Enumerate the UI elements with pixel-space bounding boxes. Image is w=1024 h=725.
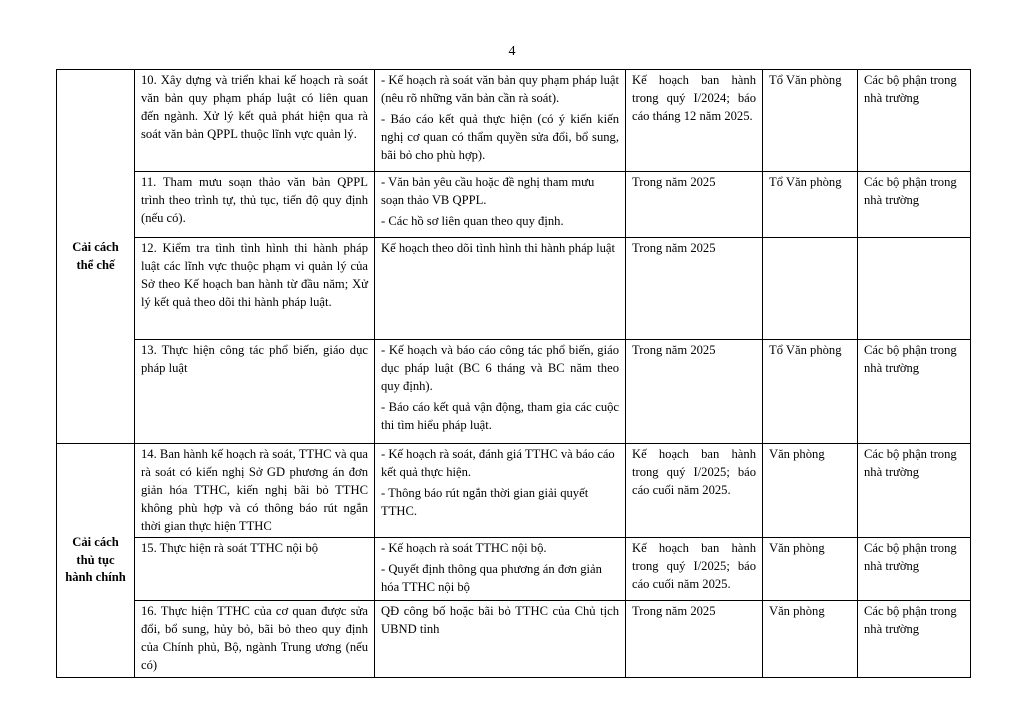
product-cell (375, 601, 626, 678)
task-cell: 10. Xây dựng và triển khai kế hoạch rà soát văn bản quy phạm pháp luật có liên quan đến ngành. Xử lý kết quả phát hiện qua rà soát văn bản QPPL thuộc lĩnh vực quản lý. (135, 70, 375, 172)
lead-unit-cell: Văn phòng (763, 538, 858, 601)
time-cell: Trong năm 2025 (626, 340, 763, 444)
group-cell-institutional-reform (57, 70, 135, 444)
time-cell: Kế hoạch ban hành trong quý I/2025; báo cáo cuối năm 2025. (626, 538, 763, 601)
product-item: - Kế hoạch rà soát TTHC nội bộ. (381, 541, 547, 556)
product-item: - Kế hoạch và báo cáo công tác phổ biến, giáo dục pháp luật (BC 6 tháng và BC năm theo quy định). (381, 343, 619, 393)
coop-unit-cell: Các bộ phận trong nhà trường (858, 601, 971, 678)
group-label: thủ tục (76, 552, 115, 567)
task-cell: 13. Thực hiện công tác phổ biến, giáo dục pháp luật (135, 340, 375, 444)
coop-unit-cell (858, 238, 971, 340)
time-cell: Kế hoạch ban hành trong quý I/2025; báo cáo cuối năm 2025. (626, 444, 763, 538)
time-cell: Trong năm 2025 (626, 172, 763, 238)
group-cell-admin-procedure-reform (57, 444, 135, 678)
product-item: - Quyết định thông qua phương án đơn giản hóa TTHC nội bộ (381, 562, 602, 595)
table-row (57, 238, 971, 340)
task-cell: 14. Ban hành kế hoạch rà soát, TTHC và qua rà soát có kiến nghị Sở GD phương án đơn giản hóa TTHC, kiến nghị bãi bỏ TTHC không phù hợp và có thông báo rút ngắn thời gian thực hiện TTHC (135, 444, 375, 538)
product-cell (375, 238, 626, 340)
product-cell (375, 340, 626, 444)
lead-unit-cell: Tổ Văn phòng (763, 340, 858, 444)
coop-unit-cell: Các bộ phận trong nhà trường (858, 538, 971, 601)
task-cell: 16. Thực hiện TTHC của cơ quan được sửa đổi, bổ sung, hủy bỏ, bãi bỏ theo quy định của Chính phủ, Bộ, ngành Trung ương (nếu có) (135, 601, 375, 678)
plan-table (56, 69, 971, 678)
group-label: thể chế (76, 257, 115, 272)
product-cell (375, 70, 626, 172)
product-item: Kế hoạch theo dõi tình hình thi hành pháp luật (381, 241, 615, 255)
product-item: - Văn bản yêu cầu hoặc đề nghị tham mưu soạn thảo VB QPPL. (381, 175, 595, 207)
table-row (57, 538, 971, 601)
product-item: - Thông báo rút ngắn thời gian giải quyết TTHC. (381, 485, 589, 518)
table-row (57, 172, 971, 238)
product-item: - Báo cáo kết quả vận động, tham gia các cuộc thi tìm hiểu pháp luật. (381, 399, 619, 432)
group-label: Cải cách (72, 534, 119, 549)
table-row (57, 340, 971, 444)
product-cell (375, 444, 626, 538)
coop-unit-cell: Các bộ phận trong nhà trường (858, 444, 971, 538)
product-item: - Kế hoạch rà soát văn bản quy phạm pháp luật (nêu rõ những văn bản cần rà soát). (381, 73, 619, 105)
coop-unit-cell: Các bộ phận trong nhà trường (858, 340, 971, 444)
coop-unit-cell: Các bộ phận trong nhà trường (858, 172, 971, 238)
page-number: 4 (508, 44, 516, 59)
product-item: - Các hồ sơ liên quan theo quy định. (381, 213, 564, 228)
table-row (57, 70, 971, 172)
time-cell: Trong năm 2025 (626, 601, 763, 678)
product-cell (375, 172, 626, 238)
coop-unit-cell: Các bộ phận trong nhà trường (858, 70, 971, 172)
lead-unit-cell: Văn phòng (763, 601, 858, 678)
task-cell: 12. Kiểm tra tình tình hình thi hành pháp luật các lĩnh vực thuộc phạm vi quản lý của Sở theo Kế hoạch ban hành từ đầu năm; Xử lý kết quả theo dõi thi hành pháp luật. (135, 238, 375, 340)
group-label: hành chính (65, 570, 126, 585)
group-label: Cải cách (72, 239, 119, 254)
product-cell (375, 538, 626, 601)
lead-unit-cell (763, 238, 858, 340)
task-cell: 15. Thực hiện rà soát TTHC nội bộ (135, 538, 375, 601)
task-cell: 11. Tham mưu soạn thảo văn bản QPPL trình theo trình tự, thủ tục, tiến độ quy định (nếu có). (135, 172, 375, 238)
product-item: - Báo cáo kết quả thực hiện (có ý kiến kiến nghị cơ quan có thẩm quyền sửa đổi, bổ sung, bãi bỏ cho phù hợp). (381, 111, 619, 162)
lead-unit-cell: Tổ Văn phòng (763, 70, 858, 172)
product-item: - Kế hoạch rà soát, đánh giá TTHC và báo cáo kết quả thực hiện. (381, 447, 615, 479)
table-row (57, 444, 971, 538)
time-cell: Trong năm 2025 (626, 238, 763, 340)
lead-unit-cell: Văn phòng (763, 444, 858, 538)
table-row (57, 601, 971, 678)
time-cell: Kế hoạch ban hành trong quý I/2024; báo cáo tháng 12 năm 2025. (626, 70, 763, 172)
lead-unit-cell: Tổ Văn phòng (763, 172, 858, 238)
product-item: QĐ công bố hoặc bãi bỏ TTHC của Chủ tịch UBND tỉnh (381, 604, 619, 637)
